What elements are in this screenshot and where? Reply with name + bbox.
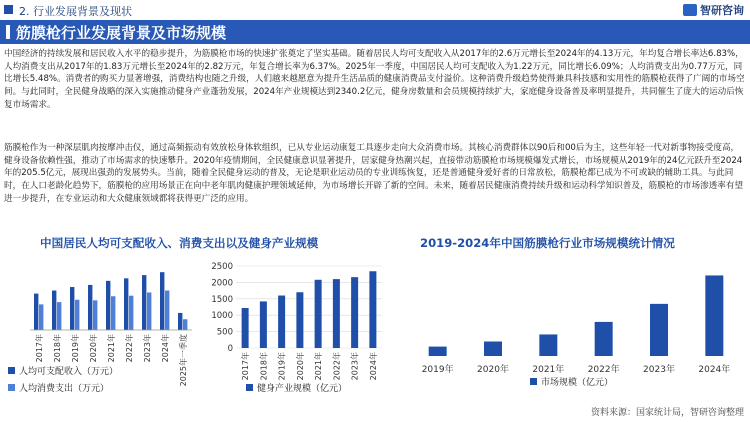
bar-income-1: [52, 291, 56, 330]
x-tick-label: 2019年: [71, 334, 80, 363]
bar-income-4: [106, 281, 110, 330]
y-tick-label: 2000: [211, 278, 233, 289]
bar-fitness-5: [333, 279, 340, 348]
x-tick-label: 2018年: [53, 334, 62, 363]
x-tick-label: 2018年: [259, 352, 269, 381]
x-tick-label: 2020年: [295, 352, 305, 381]
source-note: 资料来源：国家统计局，智研咨询整理: [590, 408, 744, 418]
bar-consumption-4: [111, 296, 115, 330]
bar-income-0: [34, 294, 38, 330]
x-tick-label: 2023年: [643, 365, 675, 375]
legend-label: 市场规模（亿元）: [541, 378, 614, 388]
page-title: 筋膜枪行业发展背景及市场规模: [16, 24, 227, 42]
y-tick-label: 2500: [211, 262, 233, 272]
x-tick-label: 2023年: [350, 352, 360, 381]
legend-swatch: [246, 384, 253, 391]
bar-consumption-1: [57, 302, 61, 330]
bar-consumption-5: [129, 296, 133, 330]
section-label: 2. 行业发展背景及现状: [19, 5, 132, 18]
bar-income-8: [178, 313, 182, 330]
x-tick-label: 2019年: [421, 365, 454, 375]
bar-consumption-0: [39, 304, 43, 330]
bar-income-6: [142, 275, 146, 330]
x-tick-label: 2025年一季度: [179, 334, 188, 387]
y-tick-label: 0: [227, 344, 233, 354]
bar-consumption-6: [147, 292, 151, 330]
brand-logo: [683, 2, 744, 18]
bar-fitness-3: [296, 292, 303, 348]
bar-consumption-7: [165, 291, 169, 330]
x-tick-label: 2020年: [89, 334, 98, 363]
x-tick-label: 2022年: [587, 365, 620, 375]
chart-title-market: 2019-2024年中国筋膜枪行业市场规模统计情况: [420, 236, 675, 250]
y-tick-label: 1000: [211, 311, 233, 322]
bar-fitness-0: [242, 308, 249, 348]
legend-swatch: [8, 384, 15, 391]
top-header: [0, 0, 750, 19]
income-consumption-chart: [0, 252, 195, 412]
bar-fitness-4: [315, 280, 322, 348]
x-tick-label: 2021年: [314, 352, 324, 381]
section-marker-icon: [4, 5, 13, 14]
zhiyan-logo-icon: [683, 4, 697, 16]
x-tick-label: 2023年: [143, 334, 152, 363]
bar-income-7: [160, 272, 164, 330]
bar-consumption-2: [75, 300, 79, 330]
x-tick-label: 2021年: [532, 365, 565, 375]
bar-market-4: [650, 304, 668, 356]
x-tick-label: 2024年: [161, 334, 170, 363]
chart-title-income: 中国居民人均可支配收入、消费支出以及健身产业规模: [40, 236, 319, 250]
x-tick-label: 2024年: [698, 365, 731, 375]
x-tick-label: 2021年: [107, 334, 116, 363]
x-tick-label: 2020年: [477, 365, 509, 375]
legend-swatch: [8, 367, 15, 374]
bar-consumption-3: [93, 300, 97, 330]
y-tick-label: 500: [216, 327, 233, 338]
x-tick-label: 2022年: [332, 352, 342, 381]
massage-gun-market-chart: [392, 252, 750, 412]
bar-income-5: [124, 278, 128, 330]
paragraph-economy: 中国经济的持续发展和居民收入水平的稳步提升，为筋膜枪市场的快速扩张奠定了坚实基础。随着居民人均可支配收入从2017年的2.6万元增长至2024年的4.13万元，年均复合增长率达6.83%，人均消费支出从2017年的1.83万元增长至2024年的2.82万元，年复合增长率为6.37%。2025年一季度，中国居民人均可支配收入为1.22万元，同比增长6.09%；人均消费支出为0.77万元，同比增长5.48%。消费者的购买力显著增强，消费结构也随之升级，人们越来越愿意为提升生活品质的健康消费品支付溢价。这种消费升级趋势使得兼具科技感和实用性的筋膜枪获得了广阔的市场空间。与此同时，全民健身战略的深入实施推动健身产业蓬勃发展，2024年产业规模达到2340.2亿元，健身房数量和会员规模持续扩大，家庭健身设备普及率明显提升，共同催生了庞大的运动后恢复市场需求。: [4, 49, 745, 110]
title-accent-bar: [6, 25, 10, 39]
x-tick-label: 2022年: [125, 334, 134, 363]
bar-income-2: [70, 287, 74, 330]
bar-market-0: [429, 347, 447, 356]
x-tick-label: 2017年: [241, 352, 251, 381]
bar-fitness-2: [278, 296, 285, 348]
bar-income-3: [88, 285, 92, 330]
legend-label: 健身产业规模（亿元）: [257, 384, 348, 394]
legend-swatch: [530, 378, 537, 385]
x-tick-label: 2017年: [35, 334, 44, 363]
bar-consumption-8: [183, 319, 187, 330]
y-tick-label: 1500: [211, 294, 233, 305]
bar-market-2: [539, 334, 557, 356]
bar-fitness-1: [260, 301, 267, 348]
paragraph-market: 筋膜枪作为一种深层肌肉按摩冲击仪，通过高频振动有效放松身体软组织，已从专业运动康复工具逐步走向大众消费市场。其核心消费群体以90后和00后为主，这些年轻一代对新事物接受度高，健身设备依赖性强，推动了市场需求的快速攀升。2020年疫情期间，全民健康意识显著提升，居家健身热潮兴起，直接带动筋膜枪市场规模爆发式增长，市场规模从2019年的24亿元跃升至2024年的205.5亿元，展现出强劲的发展势头。当前，随着全民健身运动的普及，无论是职业运动员的专业训练恢复，还是普通健身爱好者的日常放松，筋膜枪都已成为不可或缺的辅助工具。与此同时，在人口老龄化趋势下，筋膜枪的应用场景正在向中老年肌肉健康护理领域延伸，为市场增长开辟了新的空间。未来，随着居民健康消费持续升级和运动科学知识普及，筋膜枪的市场渗透率有望进一步提升，在专业运动和大众健康领域都将获得更广泛的应用。: [4, 143, 744, 204]
legend-label: 人均消费支出（万元）: [19, 384, 110, 394]
bar-fitness-6: [351, 277, 358, 348]
x-tick-label: 2019年: [277, 352, 287, 381]
bar-market-3: [595, 322, 613, 356]
bar-market-5: [705, 275, 723, 356]
title-banner: [0, 20, 750, 44]
bar-fitness-7: [369, 271, 376, 348]
legend-label: 人均可支配收入（万元）: [19, 367, 119, 377]
brand-name: 智研咨询: [700, 4, 744, 17]
bar-market-1: [484, 341, 502, 356]
fitness-industry-chart: [196, 252, 386, 412]
x-tick-label: 2024年: [368, 352, 378, 381]
